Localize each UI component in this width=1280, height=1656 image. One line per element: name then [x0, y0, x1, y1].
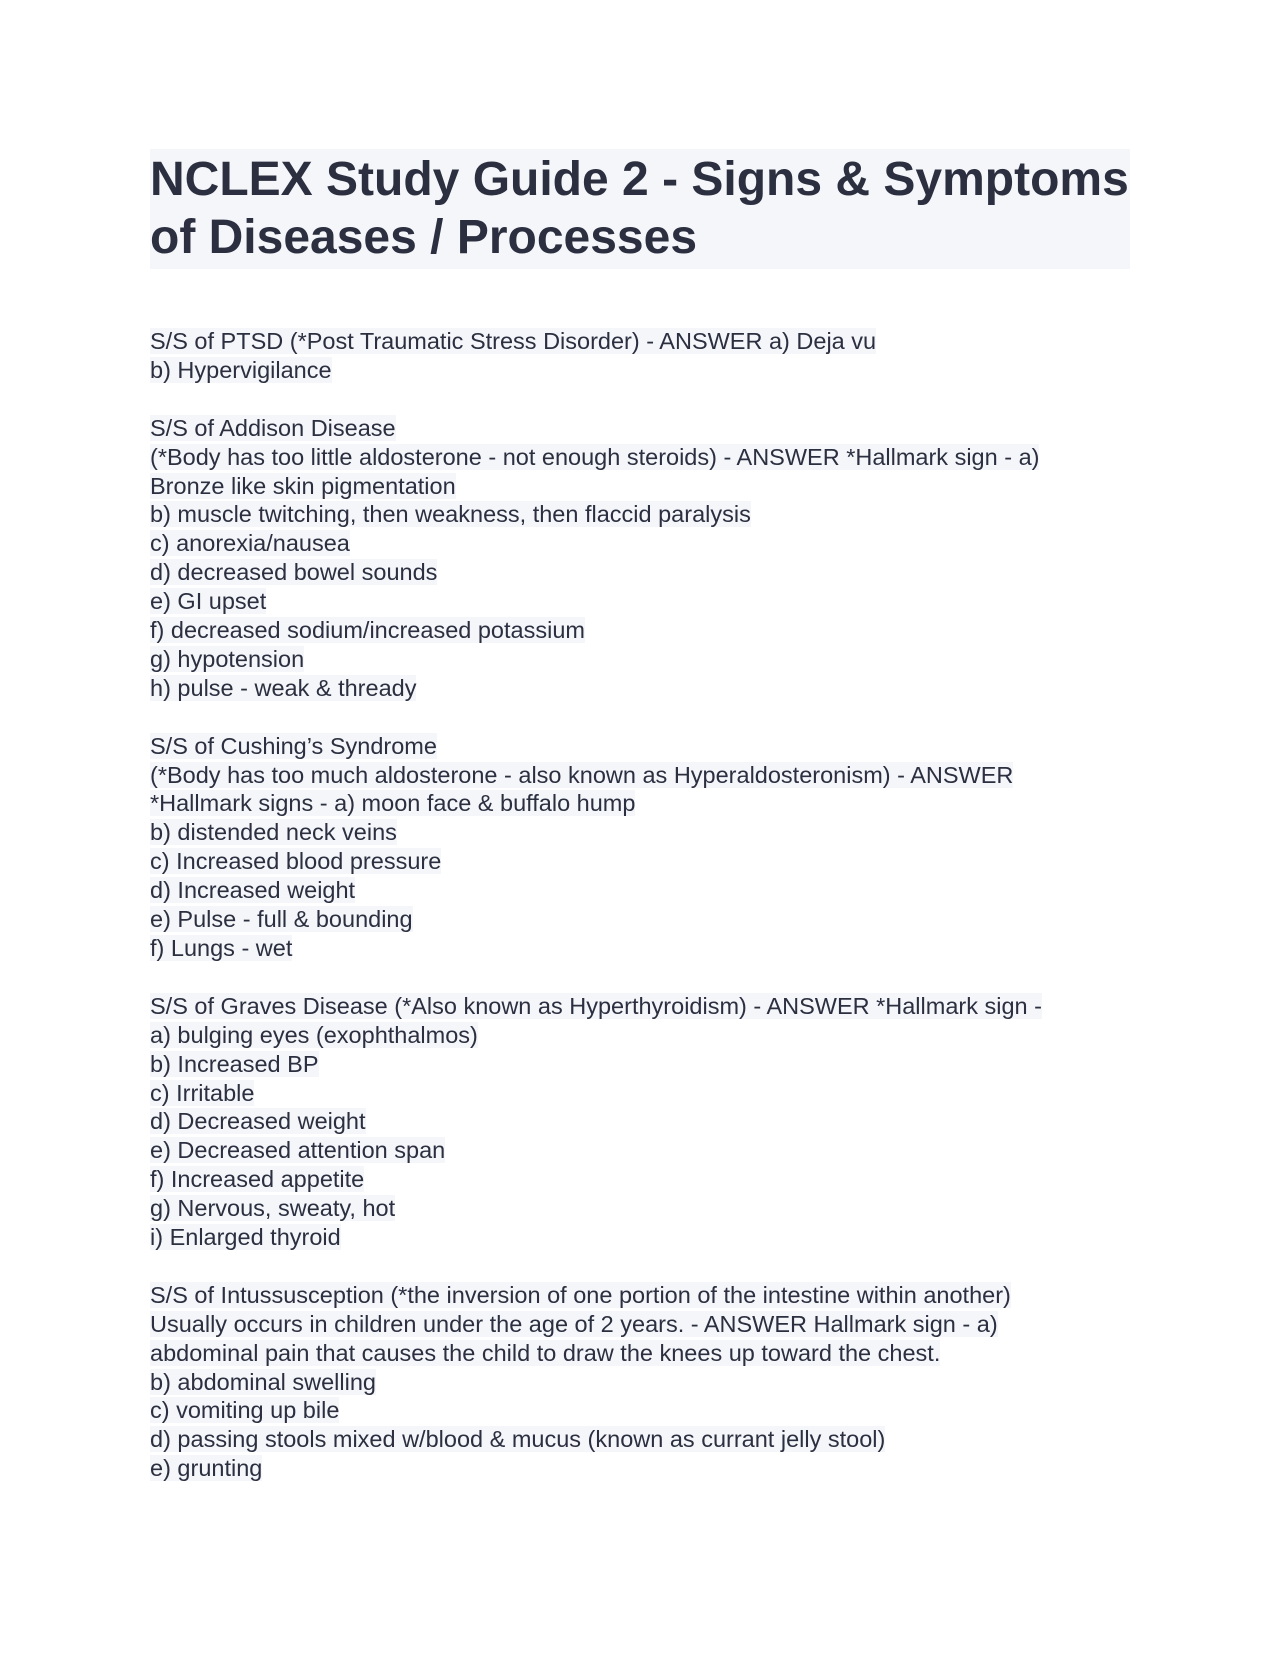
text-line: [150, 414, 1130, 443]
text-line: [150, 1050, 1130, 1079]
text-line: [150, 529, 1130, 558]
line-text: c) vomiting up bile: [150, 1397, 340, 1424]
text-line: [150, 327, 1130, 356]
line-text: b) distended neck veins: [150, 819, 397, 846]
text-line: [150, 674, 1130, 703]
text-line: [150, 1454, 1130, 1483]
text-line: [150, 558, 1130, 587]
text-line: [150, 1079, 1130, 1108]
line-text: S/S of Addison Disease: [150, 414, 396, 441]
text-line: [150, 1396, 1130, 1425]
text-line: [150, 876, 1130, 905]
text-line: [150, 1021, 1130, 1050]
qa-section: [150, 1281, 1130, 1483]
text-line: [150, 992, 1130, 1021]
line-text: i) Enlarged thyroid: [150, 1224, 341, 1251]
line-text: (*Body has too much aldosterone - also known as Hyperaldosteronism) - ANSWER: [150, 761, 1014, 788]
text-line: [150, 587, 1130, 616]
text-line: [150, 1339, 1130, 1368]
text-line: [150, 905, 1130, 934]
text-line: [150, 472, 1130, 501]
line-text: c) anorexia/nausea: [150, 530, 350, 557]
line-text: *Hallmark signs - a) moon face & buffalo hump: [150, 790, 636, 817]
line-text: c) Increased blood pressure: [150, 848, 442, 875]
line-text: a) bulging eyes (exophthalmos): [150, 1021, 478, 1048]
line-text: f) Increased appetite: [150, 1166, 365, 1193]
text-line: [150, 934, 1130, 963]
line-text: e) Pulse - full & bounding: [150, 906, 413, 933]
line-text: b) Hypervigilance: [150, 356, 332, 383]
line-text: Usually occurs in children under the age of 2 years. - ANSWER Hallmark sign - a): [150, 1310, 998, 1337]
line-text: d) decreased bowel sounds: [150, 559, 438, 586]
line-text: d) Decreased weight: [150, 1108, 366, 1135]
qa-section: [150, 732, 1130, 963]
line-text: S/S of Cushing’s Syndrome: [150, 732, 437, 759]
text-line: [150, 818, 1130, 847]
text-line: [150, 1281, 1130, 1310]
text-line: [150, 1136, 1130, 1165]
line-text: e) GI upset: [150, 588, 267, 615]
text-line: [150, 500, 1130, 529]
text-line: [150, 645, 1130, 674]
line-text: h) pulse - weak & thready: [150, 674, 417, 701]
line-text: e) Decreased attention span: [150, 1137, 446, 1164]
line-text: abdominal pain that causes the child to draw the knees up toward the chest.: [150, 1339, 941, 1366]
text-line: [150, 1310, 1130, 1339]
text-line: [150, 847, 1130, 876]
text-line: [150, 356, 1130, 385]
line-text: f) decreased sodium/increased potassium: [150, 617, 585, 644]
line-text: d) Increased weight: [150, 877, 356, 904]
text-line: [150, 1107, 1130, 1136]
text-line: [150, 1368, 1130, 1397]
line-text: f) Lungs - wet: [150, 935, 293, 961]
line-text: S/S of PTSD (*Post Traumatic Stress Disorder) - ANSWER a) Deja vu: [150, 328, 877, 354]
document-page: [150, 149, 1130, 1512]
line-text: g) Nervous, sweaty, hot: [150, 1195, 396, 1222]
line-text: d) passing stools mixed w/blood & mucus (known as currant jelly stool): [150, 1426, 886, 1453]
text-line: [150, 1165, 1130, 1194]
line-text: b) muscle twitching, then weakness, then flaccid paralysis: [150, 501, 751, 528]
text-line: [150, 789, 1130, 818]
line-text: (*Body has too little aldosterone - not enough steroids) - ANSWER *Hallmark sign - a): [150, 443, 1040, 470]
document-title: NCLEX Study Guide 2 - Signs & Symptoms of Diseases / Processes: [150, 149, 1130, 269]
line-text: g) hypotension: [150, 645, 305, 672]
line-text: S/S of Graves Disease (*Also known as Hyperthyroidism) - ANSWER *Hallmark sign -: [150, 992, 1042, 1019]
text-line: [150, 1425, 1130, 1454]
qa-section: [150, 327, 1130, 385]
line-text: c) Irritable: [150, 1079, 255, 1106]
line-text: e) grunting: [150, 1455, 263, 1482]
line-text: b) Increased BP: [150, 1050, 319, 1077]
line-text: Bronze like skin pigmentation: [150, 472, 456, 499]
text-line: [150, 443, 1130, 472]
text-line: [150, 616, 1130, 645]
qa-section: [150, 992, 1130, 1252]
line-text: S/S of Intussusception (*the inversion of one portion of the intestine within another): [150, 1281, 1011, 1308]
qa-section: [150, 414, 1130, 703]
text-line: [150, 1194, 1130, 1223]
text-line: [150, 1223, 1130, 1252]
document-body: [150, 327, 1130, 1483]
line-text: b) abdominal swelling: [150, 1368, 376, 1395]
text-line: [150, 761, 1130, 790]
text-line: [150, 732, 1130, 761]
